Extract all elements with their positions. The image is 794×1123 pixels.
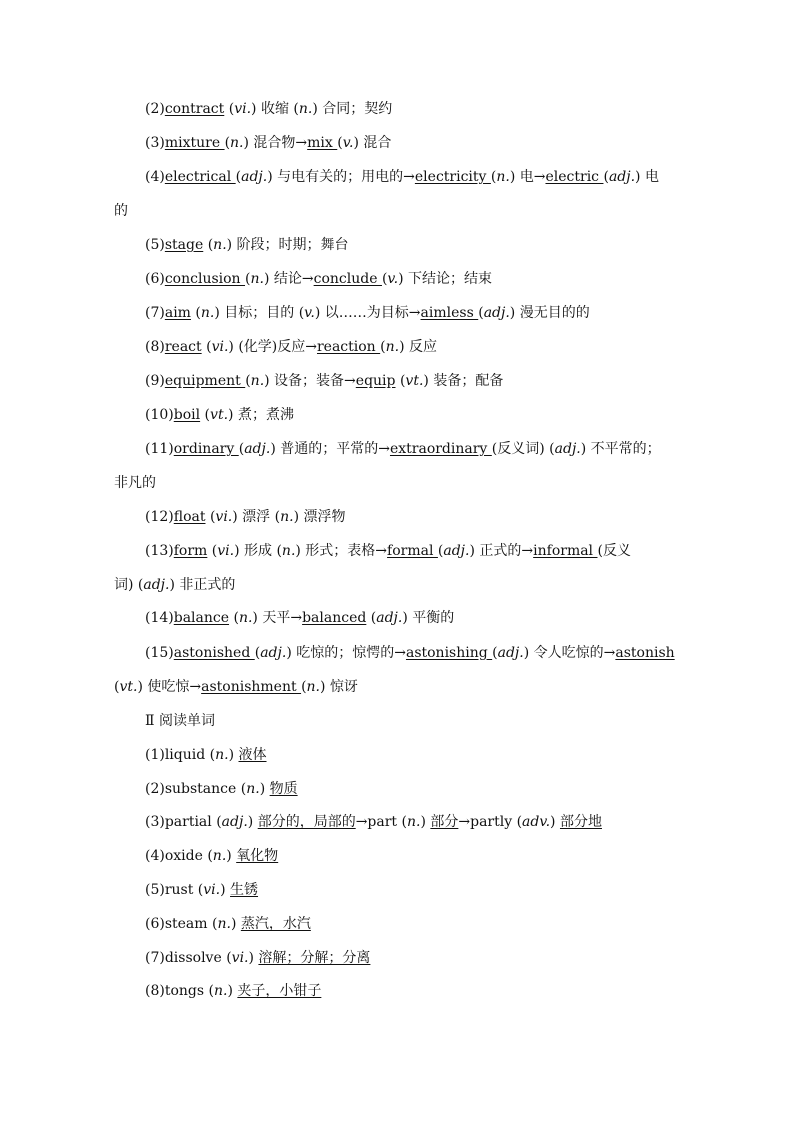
vocab-line: (9)equipment (n.) 设备；装备→equip (vt.) 装备；配备: [145, 373, 504, 389]
vocab-line: (10)boil (vt.) 煮；煮沸: [145, 407, 294, 423]
vocab-line: (15)astonished (adj.) 吃惊的；惊愕的→astonishing (adj.) 令人吃惊的→astonish: [145, 645, 675, 661]
vocab-line: (5)rust (vi.) 生锈: [145, 882, 259, 898]
vocab-line: (8)tongs (n.) 夹子，小钳子: [145, 983, 322, 999]
vocab-line: (13)form (vi.) 形成 (n.) 形式；表格→formal (adj.) 正式的→informal (反义: [145, 543, 631, 559]
vocab-line: (14)balance (n.) 天平→balanced (adj.) 平衡的: [145, 610, 455, 626]
vocab-line: (6)steam (n.) 蒸汽，水汽: [145, 916, 311, 932]
vocab-line: (7)dissolve (vi.) 溶解；分解；分离: [145, 950, 371, 966]
vocab-line: (12)float (vi.) 漂浮 (n.) 漂浮物: [145, 509, 346, 525]
vocab-line: (1)liquid (n.) 液体: [145, 747, 267, 763]
vocab-line: (4)electrical (adj.) 与电有关的；用电的→electricity (n.) 电→electric (adj.) 电: [145, 169, 659, 185]
vocab-line: (6)conclusion (n.) 结论→conclude (v.) 下结论；结束: [145, 271, 493, 287]
vocab-line: (8)react (vi.) (化学)反应→reaction (n.) 反应: [145, 339, 438, 355]
vocab-line-wrap: (vt.) 使吃惊→astonishment (n.) 惊讶: [114, 679, 358, 695]
vocab-line-wrap: 的: [114, 203, 128, 219]
vocab-line: (3)partial (adj.) 部分的，局部的→part (n.) 部分→partly (adv.) 部分地: [145, 814, 602, 830]
vocab-line: (2)substance (n.) 物质: [145, 781, 298, 797]
section-heading: Ⅱ 阅读单词: [145, 713, 215, 729]
vocab-line: (3)mixture (n.) 混合物→mix (v.) 混合: [145, 135, 392, 151]
vocab-line: (5)stage (n.) 阶段；时期；舞台: [145, 237, 349, 253]
vocab-line: (11)ordinary (adj.) 普通的；平常的→extraordinary (反义词) (adj.) 不平常的；: [145, 441, 661, 457]
vocab-line: (4)oxide (n.) 氧化物: [145, 848, 279, 864]
vocab-line: (7)aim (n.) 目标；目的 (v.) 以……为目标→aimless (adj.) 漫无目的的: [145, 305, 590, 321]
vocab-line-wrap: 非凡的: [114, 475, 156, 491]
vocab-line-wrap: 词) (adj.) 非正式的: [114, 577, 236, 593]
vocab-line: (2)contract (vi.) 收缩 (n.) 合同；契约: [145, 101, 393, 117]
